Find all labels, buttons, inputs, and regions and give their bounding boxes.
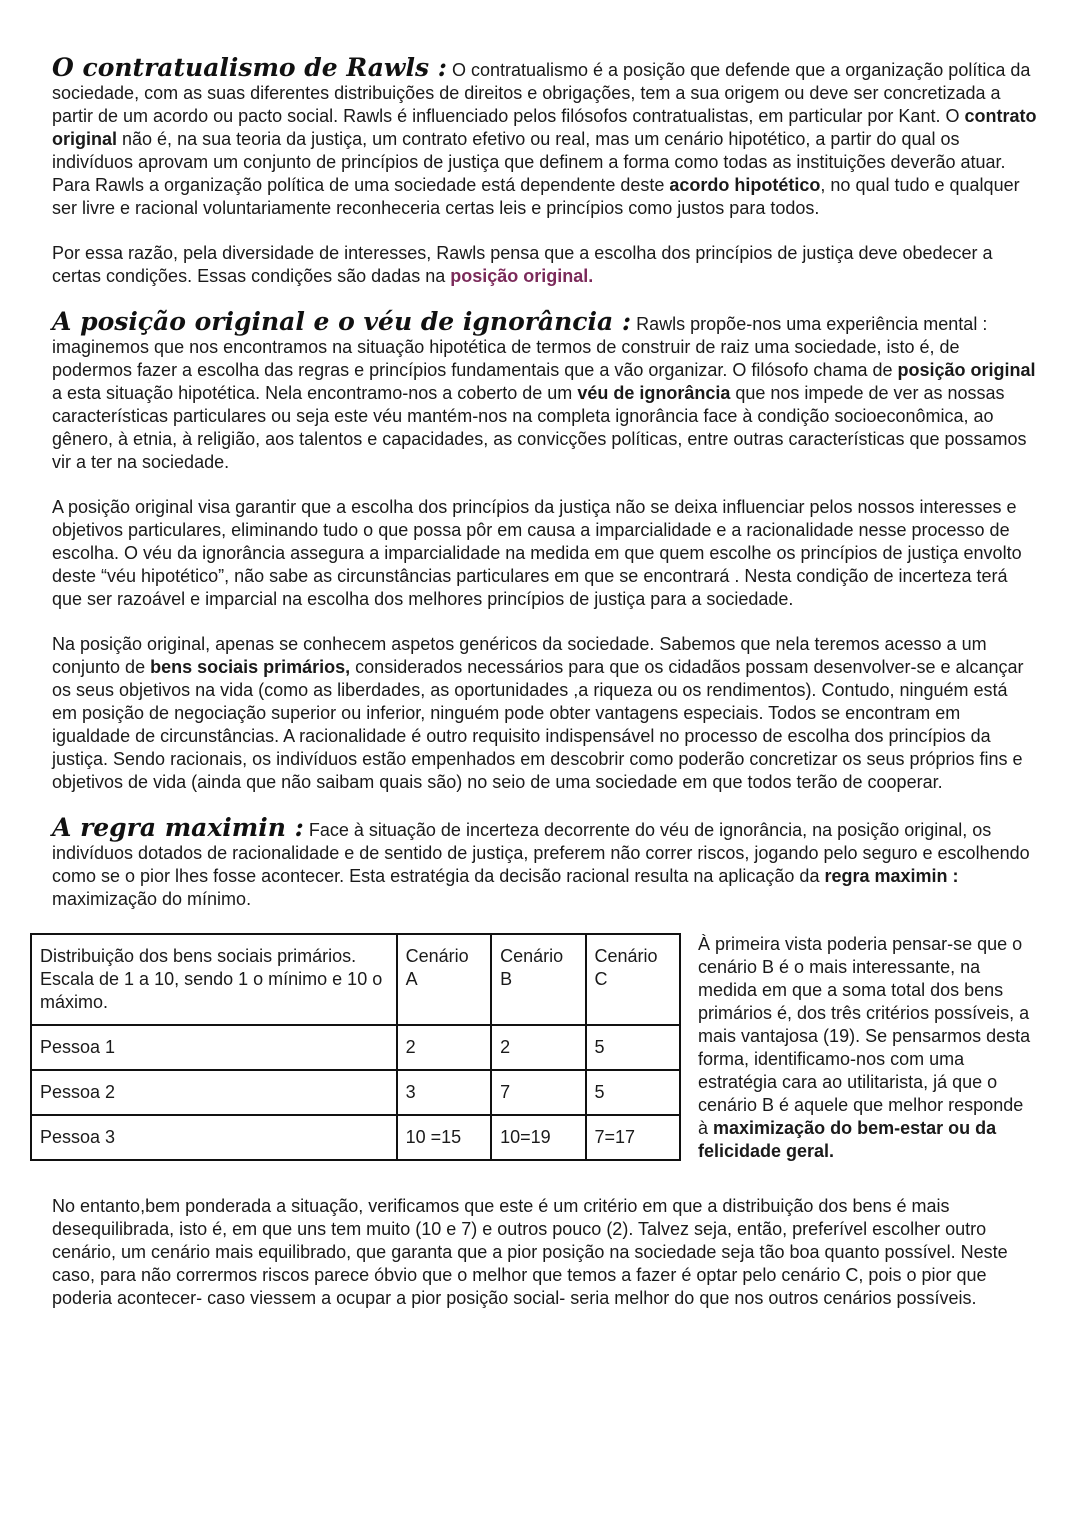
table-header-row xyxy=(31,934,680,1025)
document-page xyxy=(40,53,1037,1310)
imparcialidade-paragraph: A posição original visa garantir que a escolha dos princípios da justiça não se deixa influenciar pelos nossos interesses e objetivos particulares, eliminando tudo o que possa pôr em causa a imparcialidade e a racionalidade nesse processo de escolha. O véu da ignorância assegura a imparcialidade na medida em que quem escolhe os princípios de justiça envolto deste “véu hipotético”, não sabe as circunstâncias particulares em que se encontrará . Nesta condição de incerteza terá que ser razoável e imparcial na escolha dos melhores princípios de justiça para a sociedade. xyxy=(52,497,1022,609)
posicao-original-heading: A posição original e o véu de ignorância : xyxy=(52,307,632,336)
distribution-table xyxy=(30,933,681,1161)
table-header-scenario-c: Cenário C xyxy=(586,934,680,1025)
table-side-note: À primeira vista poderia pensar-se que o cenário B é o mais interessante, na medida em que a soma total dos bens primários é, dos três critérios possíveis, a mais vantajosa (19). Se pensarmos desta forma, identificamo-nos com uma estratégia cara ao utilitarista, já que o cenário B é aquele que melhor responde à maximização do bem-estar ou da felicidade geral. xyxy=(698,934,1031,1161)
table-and-note xyxy=(40,933,1037,1195)
acordo-hipotetico-term: acordo hipotético xyxy=(669,175,821,195)
maximin-paragraph: A regra maximin : Face à situação de incerteza decorrente do véu de ignorância, na posição original, os indivíduos dotados de racionalidade e de sentido de justiça, preferem não correr riscos, jogando pelo seguro e escolhendo como se o pior lhes fosse acontecer. Esta estratégia da decisão racional resulta na aplicação da regra maximin : maximização do mínimo. xyxy=(52,813,1030,909)
contratualismo-paragraph: O contratualismo de Rawls : O contratualismo é a posição que defende que a organização política da sociedade, com as suas diferentes distribuições de direitos e obrigações, tem a sua origem ou deve ser concretizada a partir de um acordo ou pacto social. Rawls é influenciado pelos filósofos contratualistas, em particular por Kant. O contrato original não é, na sua teoria da justiça, um contrato efetivo ou real, mas um cenário hipotético, a partir do qual os indivíduos aprovam um conjunto de princípios de justiça que definem a forma como todas as instituições deverão atuar. Para Rawls a organização política de uma sociedade está dependente deste acordo hipotético, no qual tudo e qualquer ser livre e racional voluntariamente reconheceria certas leis e princípios como justos para todos. xyxy=(52,53,1037,218)
maximin-heading: A regra maximin : xyxy=(52,813,304,842)
condicoes-paragraph: Por essa razão, pela diversidade de interesses, Rawls pensa que a escolha dos princípios de justiça deve obedecer a certas condições. Essas condições são dadas na posição original. xyxy=(52,243,993,286)
table-row: Pessoa 3 10 =15 10=19 7=17 xyxy=(31,1115,680,1160)
cenario-c-paragraph: No entanto,bem ponderada a situação, verificamos que este é um critério em que a distribuição dos bens é mais desequilibrada, isto é, em que uns tem muito (10 e 7) e outros pouco (2). Talvez seja, então, preferível escolher outro cenário, um cenário mais equilibrado, que garanta que a pior posição na sociedade seja tão boa quanto possível. Neste caso, para não corrermos riscos parece óbvio que o melhor que temos a fazer é optar pelo cenário C, pois o pior que poderia acontecer- caso viessem a ocupar a pior posição social- seria melhor do que nos outros cenários possíveis. xyxy=(52,1196,1008,1308)
bens-sociais-paragraph: Na posição original, apenas se conhecem aspetos genéricos da sociedade. Sabemos que nela teremos acesso a um conjunto de bens sociais primários, considerados necessários para que os cidadãos possam desenvolver-se e alcançar os seus objetivos na vida (como as liberdades, as oportunidades ,a riqueza ou os rendimentos). Contudo, ninguém está em posição de negociação superior ou inferior, ninguém pode obter vantagens especiais. Todos se encontram em igualdade de circunstâncias. A racionalidade é outro requisito indispensável no processo de escolha dos princípios da justiça. Sendo racionais, os indivíduos estão empenhados em descobrir como poderão concretizar os seus próprios fins e objetivos de vida (ainda que não saibam quais são) no seio de uma sociedade em que todos terão de cooperar. xyxy=(52,634,1024,792)
table-header-scenario-a: Cenário A xyxy=(397,934,491,1025)
table-header-scenario-b: Cenário B xyxy=(491,934,585,1025)
posicao-original-paragraph: A posição original e o véu de ignorância : Rawls propõe-nos uma experiência mental : imaginemos que nos encontramos na situação hipotética de termos de construir de raiz uma sociedade, isto é, de podermos fazer a escolha das regras e princípios fundamentais que a vão organizar. O filósofo chama de posição original a esta situação hipotética. Nela encontramo-nos a coberto de um véu de ignorância que nos impede de ver as nossas características particulares ou seja este véu mantém-nos na completa ignorância face à condição socioeconômica, ao gênero, à etnia, à religião, aos talentos e capacidades, as convicções políticas, entre outras características que possamos vir a ter na sociedade. xyxy=(52,307,1036,472)
posicao-original-highlight: posição original. xyxy=(450,266,594,286)
contratualismo-heading: O contratualismo de Rawls : xyxy=(52,53,447,82)
contrato-original-term: contrato original xyxy=(52,106,1037,149)
table-row: Pessoa 2 3 7 5 xyxy=(31,1070,680,1115)
table-row: Pessoa 1 2 2 5 xyxy=(31,1025,680,1070)
table-header-label: Distribuição dos bens sociais primários. Escala de 1 a 10, sendo 1 o mínimo e 10 o máximo. xyxy=(31,934,397,1025)
